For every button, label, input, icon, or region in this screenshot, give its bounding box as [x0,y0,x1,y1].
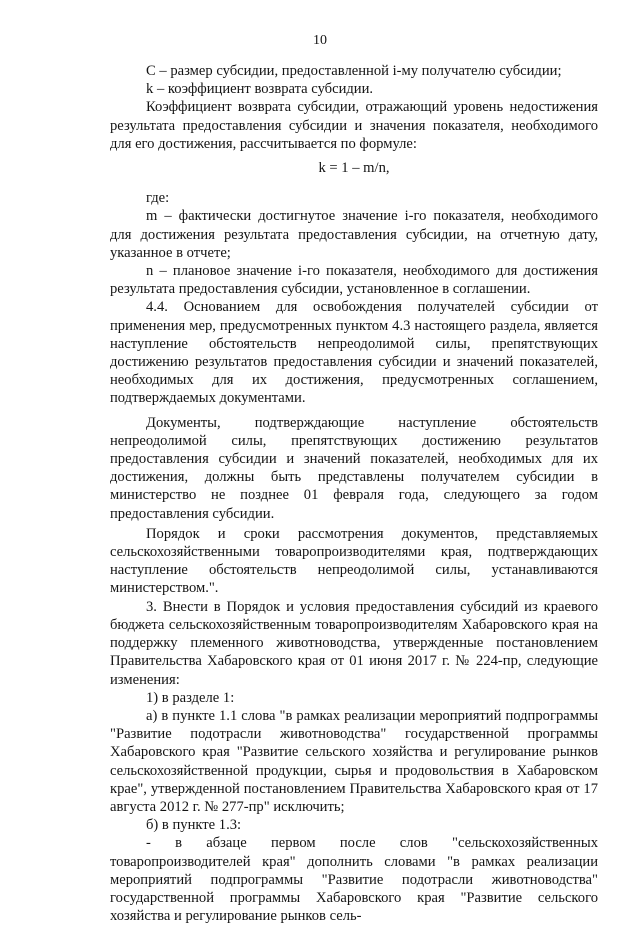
formula: k = 1 – m/n, [318,160,390,177]
paragraph-item-1-3: б) в пункте 1.3: [146,817,242,834]
paragraph-definition-k: k – коэффициент возврата субсидии. [146,81,374,98]
paragraph-procedure: Порядок и сроки рассмотрения документов, представляемых сельскохозяйственными товаропроизводителями края, подтверждающих наступление обстоятельств непреодолимой силы, устанавливаются министерством.". [110,525,598,597]
paragraph-definition-m: m – фактически достигнутое значение i-го показателя, необходимого для достижения результата предоставления субсидии, на отчетную дату, указанное в отчете; [110,208,598,261]
paragraph-coefficient-intro: Коэффициент возврата субсидии, отражающий уровень недостижения результата предоставления субсидии и значения показателя, необходимого для его достижения, рассчитывается по формуле: [110,99,598,152]
paragraph-where: где: [146,190,170,207]
paragraph-item-3: 3. Внести в Порядок и условия предоставления субсидий из краевого бюджета сельскохозяйственным товаропроизводителям Хабаровского края на поддержку племенного животноводства, утвержденные постановлением Правительства Хабаровского края от 01 июня 2017 г. № 224-пр, следующие изменения: [110,598,598,688]
paragraph-definition-c: С – размер субсидии, предоставленной i-му получателю субсидии; [146,63,562,79]
paragraph-definition-n: n – плановое значение i-го показателя, необходимого для достижения результата предоставления субсидии, установленное в соглашении. [110,263,598,298]
paragraph-first-abzac: - в абзаце первом после слов "сельскохозяйственных товаропроизводителей края" дополнить словами "в рамках реализации мероприятий подпрограммы "Развитие подотрасли животноводства" государственной программы Хабаровского края "Развитие сельского хозяйства и регулирование рынков сель- [110,835,598,925]
paragraph-4-4: 4.4. Основанием для освобождения получателей субсидии от применения мер, предусмотренных пунктом 4.3 настоящего раздела, является наступление обстоятельств непреодолимой силы, препятствующих достижению результатов предоставления субсидии и значений показателей, необходимых для их достижения, предусмотренных соглашением, подтверждаемых документами. [110,299,598,407]
page-number: 10 [313,33,327,48]
paragraph-documents: Документы, подтверждающие наступление обстоятельств непреодолимой силы, препятствующих достижению результатов предоставления субсидии и значений показателей, необходимых для их достижения, должны быть представлены получателем субсидии в министерство не позднее 01 февраля года, следующего за годом предоставления субсидии. [110,414,598,522]
paragraph-section-1: 1) в разделе 1: [146,689,235,706]
paragraph-item-1-1: а) в пункте 1.1 слова "в рамках реализации мероприятий подпрограммы "Развитие подотрасли животноводства" государственной программы Хабаровского края "Развитие сельского хозяйства и регулирование рынков сельскохозяйственной продукции, сырья и продовольствия в Хабаровском крае", утвержденной постановлением Правительства Хабаровского края от 17 августа 2012 г. № 277-пр" исключить; [110,707,598,815]
document-body [110,62,598,925]
